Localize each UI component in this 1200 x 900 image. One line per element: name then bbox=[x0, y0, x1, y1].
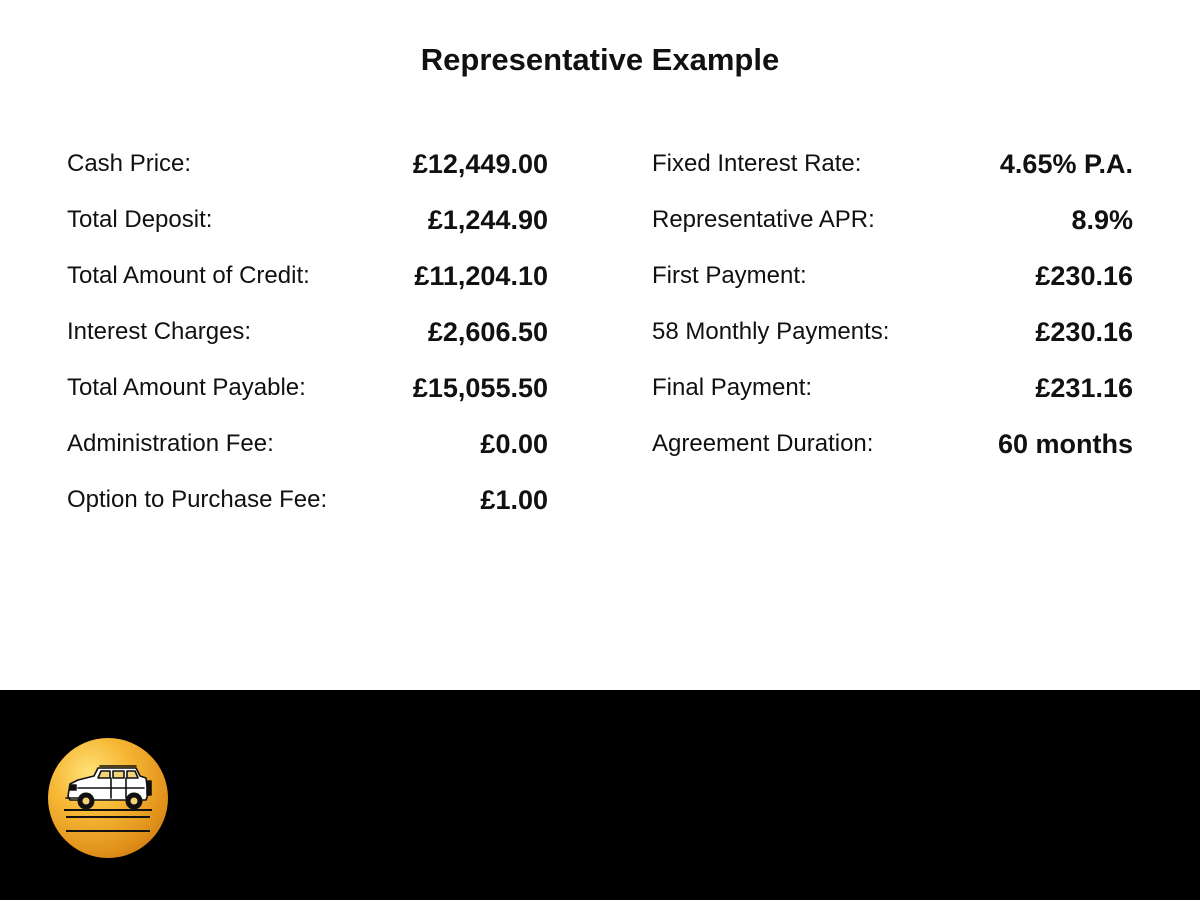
value-representative-apr: 8.9% bbox=[1071, 204, 1133, 235]
label-option-to-purchase-fee: Option to Purchase Fee: bbox=[67, 486, 328, 513]
value-interest-charges: £2,606.50 bbox=[427, 316, 548, 347]
row-administration-fee bbox=[67, 416, 548, 472]
suv-icon bbox=[48, 738, 168, 858]
value-monthly-payments: £230.16 bbox=[1035, 316, 1133, 347]
row-option-to-purchase-fee bbox=[67, 472, 548, 528]
value-administration-fee: £0.00 bbox=[480, 428, 548, 459]
label-administration-fee: Administration Fee: bbox=[67, 430, 274, 457]
value-first-payment: £230.16 bbox=[1035, 260, 1133, 291]
label-total-amount-of-credit: Total Amount of Credit: bbox=[67, 262, 310, 289]
value-option-to-purchase-fee: £1.00 bbox=[480, 484, 548, 515]
row-total-deposit bbox=[67, 192, 548, 248]
label-fixed-interest-rate: Fixed Interest Rate: bbox=[652, 150, 862, 177]
value-final-payment: £231.16 bbox=[1035, 372, 1133, 403]
row-final-payment bbox=[652, 360, 1133, 416]
row-total-amount-payable bbox=[67, 360, 548, 416]
footer-bar bbox=[0, 690, 1200, 900]
finance-details-right bbox=[652, 136, 1133, 472]
row-agreement-duration bbox=[652, 416, 1133, 472]
label-cash-price: Cash Price: bbox=[67, 150, 192, 177]
label-first-payment: First Payment: bbox=[652, 262, 807, 289]
value-total-amount-of-credit: £11,204.10 bbox=[414, 260, 548, 291]
row-monthly-payments bbox=[652, 304, 1133, 360]
row-total-amount-of-credit bbox=[67, 248, 548, 304]
finance-details-left bbox=[67, 136, 548, 528]
page-title: Representative Example bbox=[420, 42, 780, 77]
value-total-deposit: £1,244.90 bbox=[427, 204, 548, 235]
label-total-amount-payable: Total Amount Payable: bbox=[67, 374, 306, 401]
label-final-payment: Final Payment: bbox=[652, 374, 813, 401]
label-interest-charges: Interest Charges: bbox=[67, 318, 252, 345]
row-cash-price bbox=[67, 136, 548, 192]
brand-logo bbox=[48, 738, 168, 858]
label-monthly-payments: 58 Monthly Payments: bbox=[652, 318, 890, 345]
label-total-deposit: Total Deposit: bbox=[67, 206, 213, 233]
value-fixed-interest-rate: 4.65% P.A. bbox=[999, 148, 1133, 179]
value-agreement-duration: 60 months bbox=[997, 428, 1133, 459]
value-total-amount-payable: £15,055.50 bbox=[412, 372, 548, 403]
label-representative-apr: Representative APR: bbox=[652, 206, 875, 233]
row-fixed-interest-rate bbox=[652, 136, 1133, 192]
value-cash-price: £12,449.00 bbox=[412, 148, 548, 179]
row-first-payment bbox=[652, 248, 1133, 304]
row-representative-apr bbox=[652, 192, 1133, 248]
row-interest-charges bbox=[67, 304, 548, 360]
label-agreement-duration: Agreement Duration: bbox=[652, 430, 874, 457]
